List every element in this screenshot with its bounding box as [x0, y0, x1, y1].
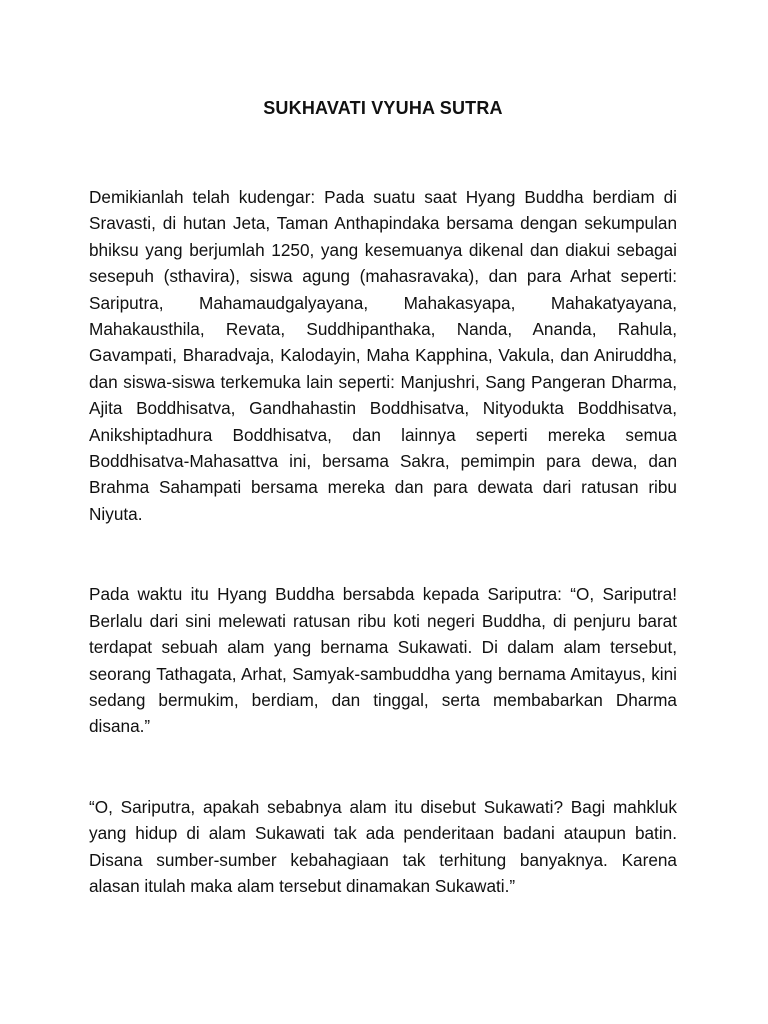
document-title: SUKHAVATI VYUHA SUTRA [263, 98, 503, 118]
paragraph-2: Pada waktu itu Hyang Buddha bersabda kepada Sariputra: “O, Sariputra! Berlalu dari sini melewati ratusan ribu koti negeri Buddha, di penjuru barat terdapat sebuah alam yang bernama Sukawati. Di dalam alam tersebut, seorang Tathagata, Arhat, Samyak-sambuddha yang bernama Amitayus, kini sedang bermukim, berdiam, dan tinggal, serta membabarkan Dharma disana.” [89, 584, 677, 737]
paragraph-3: “O, Sariputra, apakah sebabnya alam itu disebut Sukawati? Bagi mahkluk yang hidup di alam Sukawati tak ada penderitaan badani ataupun batin. Disana sumber-sumber kebahagiaan tak terhitung banyaknya. Karena alasan itulah maka alam tersebut dinamakan Sukawati.” [89, 796, 677, 896]
document-page [89, 96, 677, 953]
paragraph-1: Demikianlah telah kudengar: Pada suatu saat Hyang Buddha berdiam di Sravasti, di hutan Jeta, Taman Anthapindaka bersama dengan sekumpulan bhiksu yang berjumlah 1250, yang kesemuanya dikenal dan diakui sebagai sesepuh (sthavira), siswa agung (mahasravaka), dan para Arhat seperti: Sariputra, Mahamaudgalyayana, Mahakasyapa, Mahakatyayana, Mahakausthila, Revata, Suddhipanthaka, Nanda, Ananda, Rahula, Gavampati, Bharadvaja, Kalodayin, Maha Kapphina, Vakula, dan Aniruddha, dan siswa-siswa terkemuka lain seperti: Manjushri, Sang Pangeran Dharma, Ajita Boddhisatva, Gandhahastin Boddhisatva, Nityodukta Boddhisatva, Anikshiptadhura Boddhisatva, dan lainnya seperti mereka semua Boddhisatva-Mahasattva ini, bersama Sakra, pemimpin para dewa, dan Brahma Sahampati bersama mereka dan para dewata dari ratusan ribu Niyuta. [89, 187, 677, 524]
